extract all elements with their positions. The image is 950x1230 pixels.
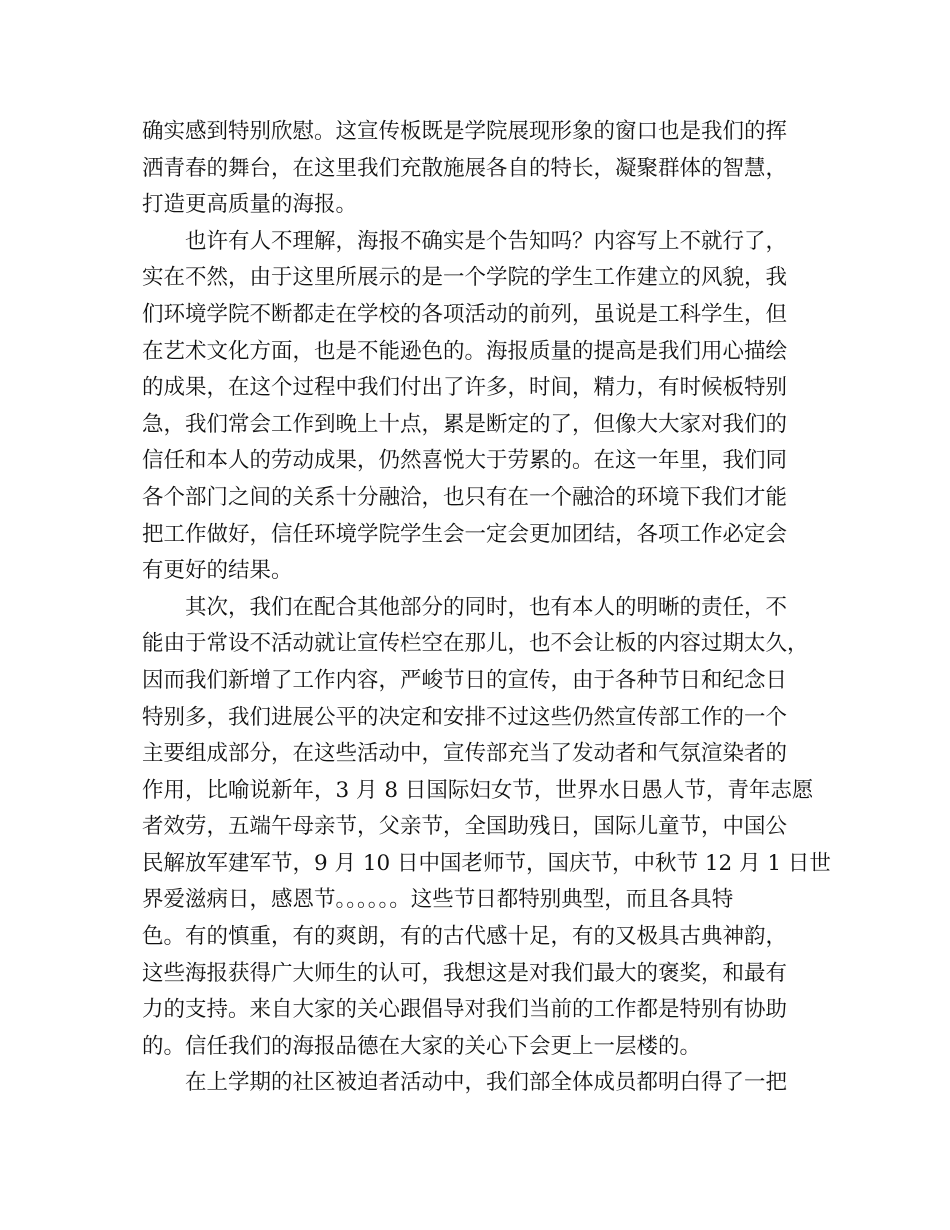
text-line: 力的支持。来自大家的关心跟倡导对我们当前的工作都是特别有协助 [142, 997, 788, 1023]
paragraph-first-line: 在上学期的社区被迫者活动中，我们部全体成员都明白得了一把 [185, 1070, 788, 1096]
text-line: 洒青春的舞台，在这里我们充散施展各自的特长，凝聚群体的智慧， [142, 155, 788, 181]
text-line: 确实感到特别欣慰。这宣传板既是学院展现形象的窗口也是我们的挥 [142, 119, 788, 144]
text-line: 各个部门之间的关系十分融洽，也只有在一个融洽的环境下我们才能 [142, 484, 788, 510]
text-line: 界爱滋病日，感恩节。。。。。。这些节日都特别典型，而且各具特 [142, 887, 734, 913]
text-line: 有更好的结果。 [142, 558, 293, 584]
text-line: 因而我们新增了工作内容，严峻节日的宣传，由于各种节日和纪念日 [142, 667, 788, 693]
text-line: 急，我们常会工作到晚上十点，累是断定的了，但像大大家对我们的 [142, 411, 788, 437]
text-line: 特别多，我们进展公平的决定和安排不过这些仍然宣传部工作的一个 [142, 704, 788, 730]
paragraph-first-line: 也许有人不理解，海报不确实是个告知吗？内容写上不就行了， [185, 228, 788, 254]
text-line: 这些海报获得广大师生的认可，我想这是对我们最大的褒奖，和最有 [142, 960, 788, 986]
text-line: 打造更高质量的海报。 [142, 192, 358, 218]
text-line: 民解放军建军节，9 月 10 日中国老师节，国庆节，中秋节 12 月 1 日世 [142, 850, 831, 876]
text-line: 的。信任我们的海报品德在大家的关心下会更上一层楼的。 [142, 1033, 702, 1059]
paragraph-first-line: 其次，我们在配合其他部分的同时，也有本人的明晰的责任，不 [185, 594, 788, 620]
text-line: 们环境学院不断都走在学校的各项活动的前列，虽说是工科学生，但 [142, 301, 788, 327]
text-line: 把工作做好，信任环境学院学生会一定会更加团结，各项工作必定会 [142, 521, 788, 547]
document-body [142, 114, 831, 1102]
text-line: 者效劳，五端午母亲节，父亲节，全国助残日，国际儿童节，中国公 [142, 814, 788, 840]
text-line: 色。有的慎重，有的爽朗，有的古代感十足，有的又极具古典神韵， [142, 924, 788, 950]
text-line: 能由于常设不活动就让宣传栏空在那儿，也不会让板的内容过期太久， [142, 631, 809, 657]
text-line: 主要组成部分，在这些活动中，宣传部充当了发动者和气氛渲染者的 [142, 741, 788, 767]
text-line: 实在不然，由于这里所展示的是一个学院的学生工作建立的风貌，我 [142, 265, 788, 291]
text-line: 信任和本人的劳动成果，仍然喜悦大于劳累的。在这一年里，我们同 [142, 448, 788, 474]
text-line: 的成果，在这个过程中我们付出了许多，时间，精力，有时候板特别 [142, 375, 788, 401]
text-line: 作用，比喻说新年，3 月 8 日国际妇女节，世界水日愚人节，青年志愿 [142, 777, 814, 803]
text-line: 在艺术文化方面，也是不能逊色的。海报质量的提高是我们用心描绘 [142, 338, 788, 364]
